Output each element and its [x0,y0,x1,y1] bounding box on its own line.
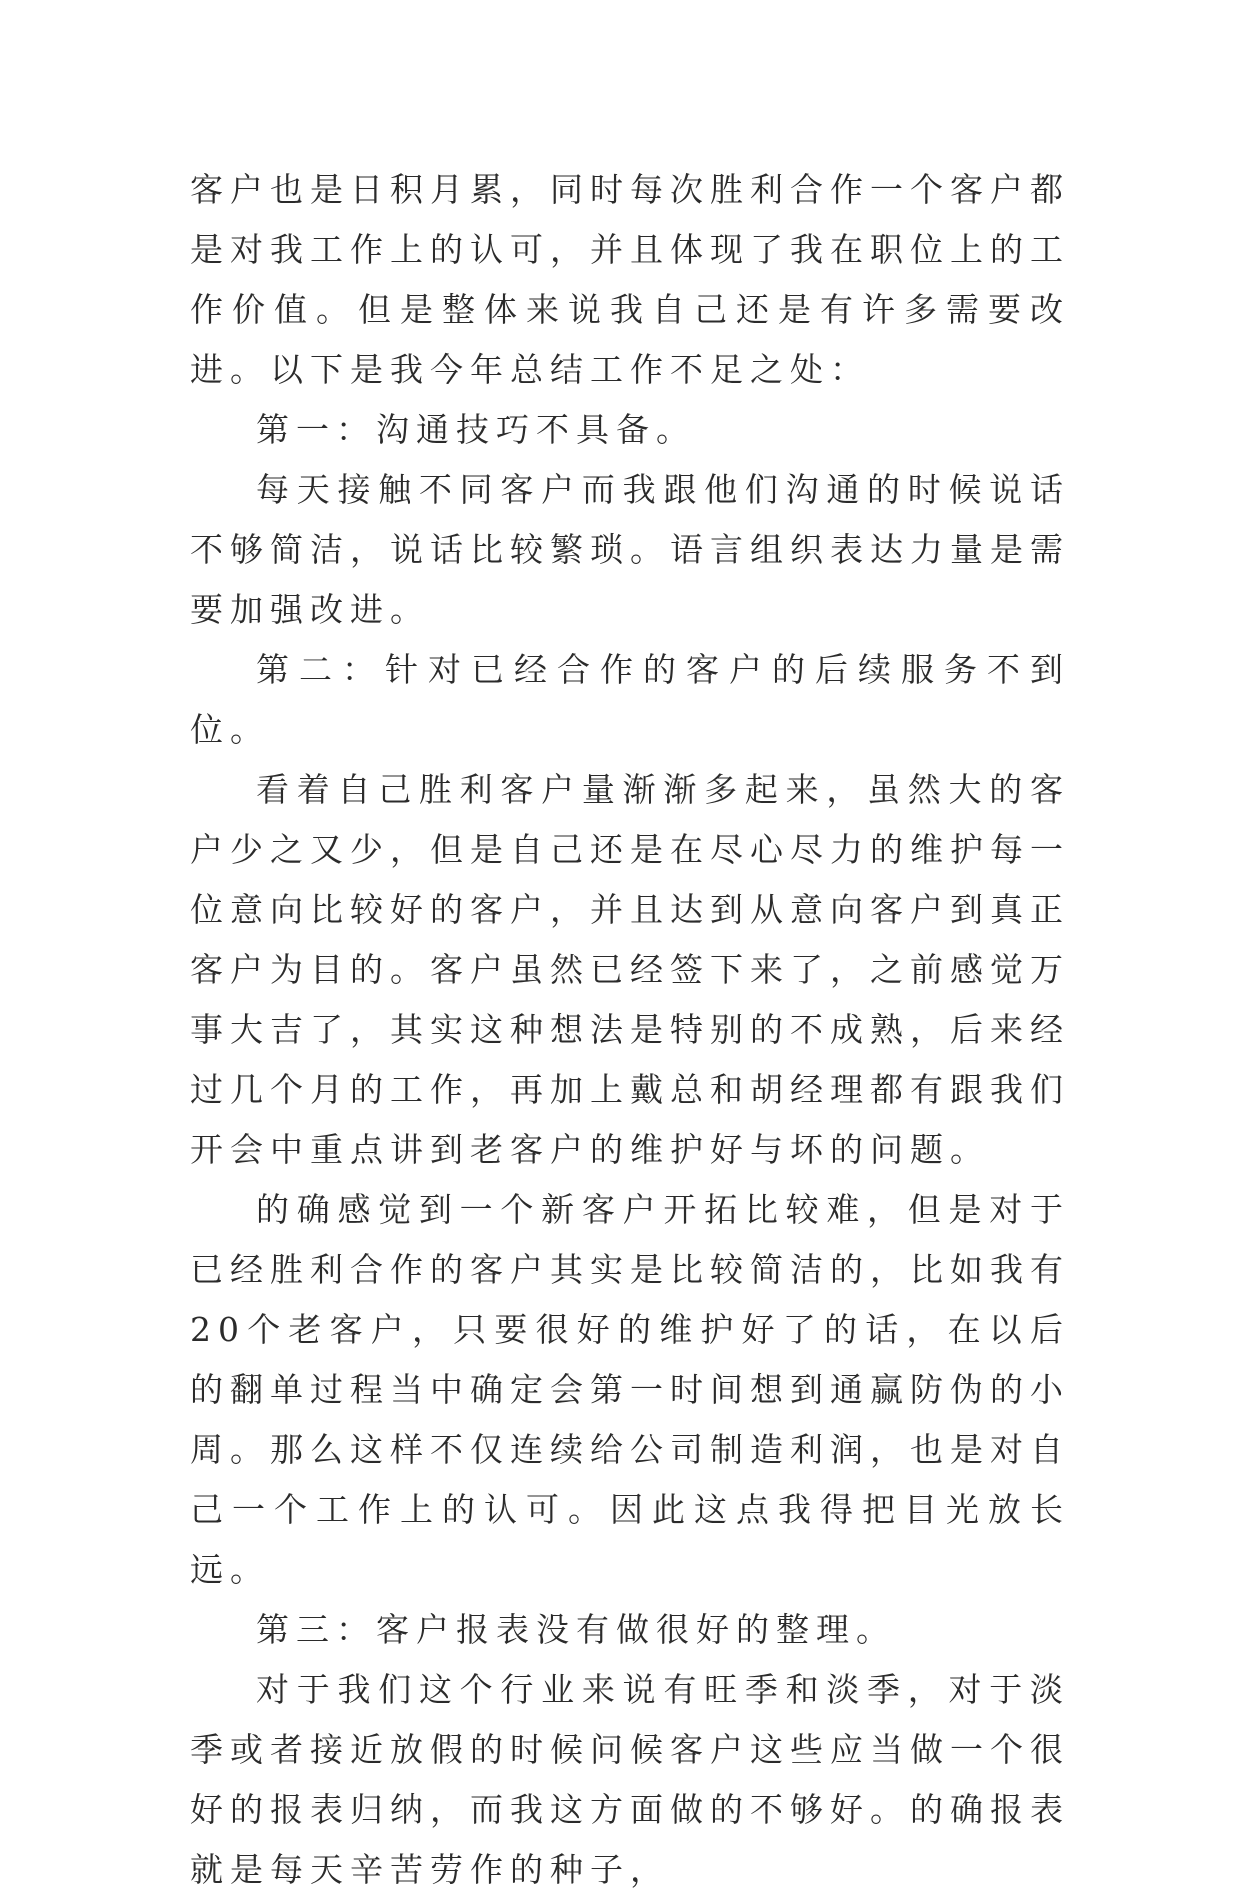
heading-point-one: 第一：沟通技巧不具备。 [256,410,696,449]
paragraph-follow-up-service: 看着自己胜利客户量渐渐多起来，虽然大的客户少之又少，但是自己还是在尽心尽力的维护每一位意向比较好的客户，并且达到从意向客户到真正客户为目的。客户虽然已经签下来了，之前感觉万事大吉了，其实这种想法是特别的不成熟，后来经过几个月的工作，再加上戴总和胡经理都有跟我们开会中重点讲到老客户的维护好与坏的问题。 [190,770,1070,1169]
heading-point-two: 第二：针对已经合作的客户的后续服务不到位。 [190,650,1070,749]
paragraph-communication: 每天接触不同客户而我跟他们沟通的时候说话不够简洁，说话比较繁琐。语言组织表达力量是需要加强改进。 [190,470,1070,629]
paragraph-continuation: 客户也是日积月累，同时每次胜利合作一个客户都是对我工作上的认可，并且体现了我在职位上的工作价值。但是整体来说我自己还是有许多需要改进。以下是我今年总结工作不足之处： [190,170,1070,389]
paragraph-reports: 对于我们这个行业来说有旺季和淡季，对于淡季或者接近放假的时候问候客户这些应当做一个很好的报表归纳，而我这方面做的不够好。的确报表就是每天辛苦劳作的种子， [190,1670,1070,1889]
paragraph-old-clients: 的确感觉到一个新客户开拓比较难，但是对于已经胜利合作的客户其实是比较简洁的，比如我有20个老客户，只要很好的维护好了的话，在以后的翻单过程当中确定会第一时间想到通赢防伪的小周。那么这样不仅连续给公司制造利润，也是对自己一个工作上的认可。因此这点我得把目光放长远。 [190,1190,1070,1589]
document-body [190,160,1070,1900]
heading-point-three: 第三：客户报表没有做很好的整理。 [256,1610,896,1649]
